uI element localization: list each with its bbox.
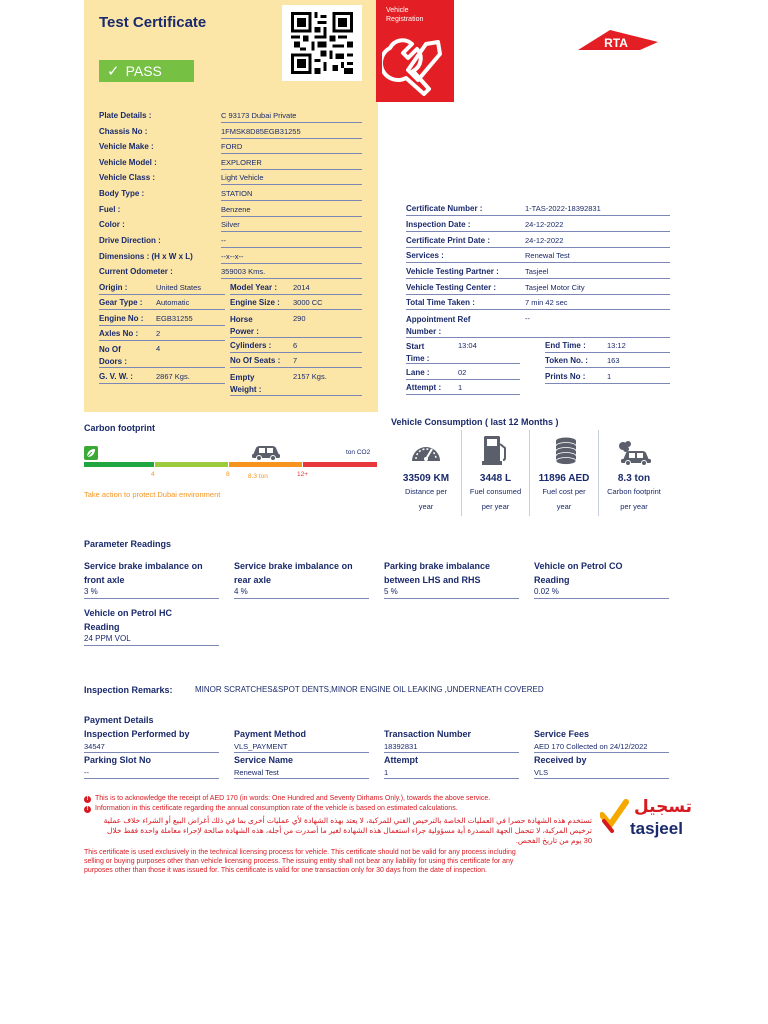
plate-value: C 93173 Dubai Private bbox=[221, 111, 297, 120]
divider bbox=[221, 184, 362, 185]
end-time-value: 13:12 bbox=[607, 341, 626, 350]
appointment-ref-label bbox=[406, 314, 470, 338]
service-fees-label: Service Fees bbox=[534, 729, 590, 739]
dims-value: --x--x-- bbox=[221, 252, 244, 261]
cylinders-label: Cylinders : bbox=[230, 341, 272, 350]
param-label-1: Vehicle on Petrol CO bbox=[534, 561, 623, 571]
english-line-1: This certificate is used exclusively in the technical licensing process for vehicle. This certificate should not be valid for any process including bbox=[84, 849, 516, 856]
payment-details-title: Payment Details bbox=[84, 715, 154, 725]
divider bbox=[384, 752, 519, 753]
inspection-performed-value: 34547 bbox=[84, 742, 105, 751]
gvw-value: 2867 Kgs. bbox=[156, 372, 190, 381]
consumption-label-1: Fuel cost per bbox=[542, 487, 586, 496]
divider bbox=[84, 645, 219, 646]
fuel-value: Benzene bbox=[221, 205, 251, 214]
divider bbox=[221, 231, 362, 232]
consumption-label-1: Fuel consumed bbox=[469, 487, 522, 496]
doors-label-1: No Of bbox=[99, 345, 121, 354]
divider bbox=[221, 263, 362, 264]
certificate-number-label: Certificate Number : bbox=[406, 204, 483, 213]
divider bbox=[534, 752, 669, 753]
param-label-2: Reading bbox=[534, 575, 570, 585]
divider bbox=[406, 379, 520, 380]
odometer-label: Current Odometer : bbox=[99, 267, 173, 276]
divider bbox=[234, 598, 369, 599]
class-value: Light Vehicle bbox=[221, 173, 264, 182]
consumption-label-1: Carbon footprint bbox=[607, 487, 661, 496]
divider bbox=[534, 598, 669, 599]
divider bbox=[221, 169, 362, 170]
transaction-number-value: 18392831 bbox=[384, 742, 418, 751]
carbon-note: Take action to protect Dubai environment bbox=[84, 490, 221, 499]
color-value: Silver bbox=[221, 220, 240, 229]
divider bbox=[234, 778, 369, 779]
info-icon: ! bbox=[84, 796, 91, 803]
page-title: Test Certificate bbox=[99, 14, 207, 31]
testing-partner-label: Vehicle Testing Partner : bbox=[406, 267, 499, 276]
make-label: Vehicle Make : bbox=[99, 142, 154, 151]
service-name-label: Service Name bbox=[234, 755, 294, 765]
plate-label: Plate Details : bbox=[99, 111, 152, 120]
carbon-bar-veryhigh bbox=[303, 462, 377, 467]
received-by-value: VLS bbox=[534, 768, 549, 777]
prints-label: Prints No : bbox=[545, 372, 586, 381]
param-co-reading bbox=[534, 559, 623, 587]
fuel-label: Fuel : bbox=[99, 205, 121, 214]
model-year-value: 2014 bbox=[293, 283, 310, 292]
color-label: Color : bbox=[99, 220, 125, 229]
services-value: Renewal Test bbox=[525, 251, 570, 260]
origin-label: Origin : bbox=[99, 283, 128, 292]
vehicle-registration-badge bbox=[376, 0, 454, 102]
payment-attempt-value: 1 bbox=[384, 768, 389, 777]
carbon-bar-high bbox=[229, 462, 302, 467]
consumption-value: 11896 AED bbox=[538, 473, 590, 484]
parking-slot-label: Parking Slot No bbox=[84, 755, 152, 765]
arabic-line-3: 30 يوم من تاريخ الفحص. bbox=[515, 836, 592, 845]
consumption-label-2: year bbox=[418, 502, 434, 511]
divider bbox=[406, 363, 520, 364]
divider bbox=[99, 340, 225, 341]
inspection-date-value: 24-12-2022 bbox=[525, 220, 564, 229]
model-value: EXPLORER bbox=[221, 158, 262, 167]
divider bbox=[534, 778, 669, 779]
rta-text: RTA bbox=[604, 36, 628, 50]
divider bbox=[84, 778, 219, 779]
print-date-label: Certificate Print Date : bbox=[406, 236, 491, 245]
param-label-1: Service brake imbalance on bbox=[84, 561, 203, 571]
token-label: Token No. : bbox=[545, 356, 588, 365]
note-receipt bbox=[84, 794, 584, 803]
arabic-line-2: ترخيص المركبة، لا تتحمل الجهة المصدرة أية مسؤولية جراء استعمال هذه الشهادة لغير ما أصدرت من أجله، هذه الشهادة صالحة لإجراء معاملة واحدة فقط خلال bbox=[107, 826, 592, 835]
divider bbox=[99, 309, 225, 310]
divider bbox=[545, 367, 670, 368]
tasjeel-logo bbox=[600, 797, 693, 843]
divider bbox=[230, 367, 362, 368]
print-date-value: 24-12-2022 bbox=[525, 236, 564, 245]
lane-label: Lane : bbox=[406, 368, 430, 377]
empty-weight-label-1: Empty bbox=[230, 373, 255, 382]
engine-no-label: Engine No : bbox=[99, 314, 144, 323]
pass-badge bbox=[99, 60, 194, 82]
consumption-value: 8.3 ton bbox=[617, 473, 651, 484]
tasjeel-latin: tasjeel bbox=[630, 819, 683, 838]
arabic-line-1: تستخدم هذه الشهادة حصرا في العمليات الخاصة بالترخيص الفني للمركبة، لا يعتد بهذه الشهادة لأي عمليات أخرى بما في ذلك أغراض البيع أو الشراء خلاف عملية bbox=[103, 816, 592, 825]
divider bbox=[99, 325, 225, 326]
divider bbox=[230, 309, 362, 310]
param-value: 0.02 % bbox=[534, 587, 559, 596]
cylinders-value: 6 bbox=[293, 341, 298, 350]
carbon-tick-12: 12+ bbox=[297, 471, 309, 478]
info-icon: ! bbox=[84, 806, 91, 813]
english-line-3: purposes other than those it was issued for. This certificate is valid for one transaction only for 30 days from the date of inspection. bbox=[84, 867, 487, 874]
divider bbox=[84, 752, 219, 753]
param-hc-reading bbox=[84, 606, 172, 634]
appointment-ref-label-1: Appointment Ref bbox=[406, 315, 471, 324]
horse-power-label bbox=[230, 314, 259, 338]
horse-power-label-2: Power : bbox=[230, 327, 259, 336]
make-value: FORD bbox=[221, 142, 243, 151]
appointment-ref-label-2: Number : bbox=[406, 327, 442, 336]
services-label: Services : bbox=[406, 251, 444, 260]
start-time-label-1: Start bbox=[406, 342, 425, 351]
vreg-line1: Vehicle bbox=[386, 7, 409, 14]
certificate-number-value: 1-TAS-2022-18392831 bbox=[525, 204, 601, 213]
consumption-label-2: per year bbox=[481, 502, 510, 511]
param-label-1: Vehicle on Petrol HC bbox=[84, 608, 173, 618]
english-line-2: selling or buying purposes other than vehicle licensing process. The issuing entity shall not bear any liability for using this certificate for any bbox=[84, 858, 514, 865]
divider bbox=[406, 231, 670, 232]
empty-weight-label bbox=[230, 372, 261, 396]
param-rear-axle bbox=[234, 559, 353, 587]
car-emission-icon bbox=[615, 440, 655, 473]
divider bbox=[221, 278, 362, 279]
gear-label: Gear Type : bbox=[99, 298, 143, 307]
consumption-label-2: per year bbox=[620, 502, 648, 511]
note-receipt-text: This is to acknowledge the receipt of AED 170 (in words: One Hundred and Seventy Dirhams Only.), towards the above service. bbox=[95, 795, 491, 802]
check-icon: ✓ bbox=[107, 63, 120, 80]
divider bbox=[234, 752, 369, 753]
divider bbox=[99, 383, 225, 384]
consumption-title: Vehicle Consumption ( last 12 Months ) bbox=[391, 417, 559, 427]
end-time-label: End Time : bbox=[545, 341, 586, 350]
drive-label: Drive Direction : bbox=[99, 236, 161, 245]
param-value: 24 PPM VOL bbox=[84, 634, 131, 643]
note-consumption bbox=[84, 804, 584, 813]
engine-size-label: Engine Size : bbox=[230, 298, 280, 307]
divider bbox=[384, 778, 519, 779]
inspection-remarks-label: Inspection Remarks: bbox=[84, 685, 173, 695]
horse-power-value: 290 bbox=[293, 314, 306, 323]
consumption-value: 33509 KM bbox=[402, 473, 450, 484]
divider bbox=[406, 262, 670, 263]
carbon-unit: ton CO2 bbox=[346, 449, 371, 456]
dims-label: Dimensions : (H x W x L) bbox=[99, 252, 193, 261]
param-label-2: between LHS and RHS bbox=[384, 575, 481, 585]
divider bbox=[230, 294, 362, 295]
class-label: Vehicle Class : bbox=[99, 173, 156, 182]
divider bbox=[406, 309, 670, 310]
divider bbox=[221, 138, 362, 139]
gvw-label: G. V. W. : bbox=[99, 372, 133, 381]
testing-center-value: Tasjeel Motor City bbox=[525, 283, 585, 292]
divider bbox=[99, 367, 225, 368]
param-label-2: Reading bbox=[84, 622, 120, 632]
param-value: 5 % bbox=[384, 587, 398, 596]
odometer-value: 359003 Kms. bbox=[221, 267, 266, 276]
param-value: 4 % bbox=[234, 587, 248, 596]
consumption-cost bbox=[530, 473, 598, 514]
payment-method-value: VLS_PAYMENT bbox=[234, 742, 288, 751]
divider bbox=[99, 294, 225, 295]
inspection-remarks-text: MINOR SCRATCHES&SPOT DENTS,MINOR ENGINE OIL LEAKING ,UNDERNEATH COVERED bbox=[195, 685, 544, 694]
carbon-bar-low bbox=[84, 462, 154, 467]
payment-attempt-label: Attempt bbox=[384, 755, 418, 765]
horse-power-label-1: Horse bbox=[230, 315, 253, 324]
divider bbox=[230, 395, 362, 396]
attempt-label: Attempt : bbox=[406, 383, 442, 392]
rta-logo bbox=[570, 28, 662, 59]
payment-method-label: Payment Method bbox=[234, 729, 307, 739]
inspection-performed-label: Inspection Performed by bbox=[84, 729, 190, 739]
vreg-line2: Registration bbox=[386, 16, 424, 23]
coins-icon bbox=[548, 436, 582, 471]
body-label: Body Type : bbox=[99, 189, 145, 198]
carbon-marker-label: 8.3 ton bbox=[248, 473, 268, 480]
consumption-carbon bbox=[599, 473, 669, 514]
gear-value: Automatic bbox=[156, 298, 190, 307]
divider bbox=[406, 215, 670, 216]
inspection-date-label: Inspection Date : bbox=[406, 220, 471, 229]
param-label-1: Service brake imbalance on bbox=[234, 561, 353, 571]
chassis-value: 1FMSK8D85EGB31255 bbox=[221, 127, 301, 136]
drive-value: -- bbox=[221, 236, 226, 245]
divider bbox=[545, 352, 670, 353]
service-fees-value: AED 170 Collected on 24/12/2022 bbox=[534, 742, 648, 751]
total-time-label: Total Time Taken : bbox=[406, 298, 475, 307]
consumption-label-1: Distance per bbox=[404, 487, 448, 496]
param-label-1: Parking brake imbalance bbox=[384, 561, 491, 571]
divider bbox=[406, 394, 520, 395]
param-front-axle bbox=[84, 559, 203, 587]
lane-value: 02 bbox=[458, 368, 467, 377]
divider bbox=[230, 352, 362, 353]
seats-label: No Of Seats : bbox=[230, 356, 281, 365]
engine-size-value: 3000 CC bbox=[293, 298, 323, 307]
divider bbox=[84, 598, 219, 599]
divider bbox=[230, 337, 362, 338]
parameter-readings-title: Parameter Readings bbox=[84, 539, 172, 549]
axles-value: 2 bbox=[156, 329, 161, 338]
model-year-label: Model Year : bbox=[230, 283, 277, 292]
start-time-label bbox=[406, 341, 429, 365]
consumption-distance bbox=[394, 473, 458, 514]
carbon-tick-4: 4 bbox=[151, 471, 155, 478]
carbon-bar-mid bbox=[155, 462, 228, 467]
divider bbox=[406, 278, 670, 279]
carbon-tick-8: 8 bbox=[226, 471, 230, 478]
divider bbox=[406, 337, 670, 338]
chassis-label: Chassis No : bbox=[99, 127, 148, 136]
divider bbox=[221, 200, 362, 201]
fuel-pump-icon bbox=[481, 434, 509, 471]
param-label-2: rear axle bbox=[234, 575, 272, 585]
divider bbox=[221, 216, 362, 217]
doors-value: 4 bbox=[156, 344, 161, 353]
english-disclaimer bbox=[84, 848, 596, 875]
start-time-label-2: Time : bbox=[406, 354, 430, 363]
divider bbox=[221, 153, 362, 154]
param-label-2: front axle bbox=[84, 575, 125, 585]
prints-value: 1 bbox=[607, 372, 612, 381]
divider bbox=[221, 122, 362, 123]
service-name-value: Renewal Test bbox=[234, 768, 279, 777]
note-consumption-text: Information in this certificate regarding the annual consumption rate of the vehicle is based on estimated calculations. bbox=[95, 805, 458, 812]
speedometer-icon bbox=[410, 437, 442, 470]
consumption-label-2: year bbox=[556, 502, 572, 511]
param-parking-brake bbox=[384, 559, 490, 587]
qr-code bbox=[282, 5, 362, 81]
consumption-value: 3448 L bbox=[479, 473, 512, 484]
consumption-fuel bbox=[462, 473, 529, 514]
body-value: STATION bbox=[221, 189, 253, 198]
tasjeel-check-icon bbox=[600, 799, 630, 833]
pass-label: PASS bbox=[125, 63, 162, 79]
divider bbox=[406, 294, 670, 295]
engine-no-value: EGB31255 bbox=[156, 314, 193, 323]
testing-center-label: Vehicle Testing Center : bbox=[406, 283, 497, 292]
divider bbox=[406, 247, 670, 248]
divider bbox=[384, 598, 519, 599]
received-by-label: Received by bbox=[534, 755, 587, 765]
transaction-number-label: Transaction Number bbox=[384, 729, 472, 739]
param-value: 3 % bbox=[84, 587, 98, 596]
empty-weight-label-2: Weight : bbox=[230, 385, 262, 394]
testing-partner-value: Tasjeel bbox=[525, 267, 549, 276]
empty-weight-value: 2157 Kgs. bbox=[293, 372, 327, 381]
attempt-value: 1 bbox=[458, 383, 463, 392]
start-time-value: 13:04 bbox=[458, 341, 477, 350]
arabic-disclaimer bbox=[84, 816, 592, 846]
inspection-tools-icon bbox=[382, 38, 446, 96]
tasjeel-arabic: تسجيل bbox=[634, 797, 693, 816]
appointment-ref-value: -- bbox=[525, 314, 530, 323]
divider bbox=[221, 247, 362, 248]
doors-label bbox=[99, 344, 127, 368]
parking-slot-value: -- bbox=[84, 768, 89, 777]
model-label: Vehicle Model : bbox=[99, 158, 157, 167]
doors-label-2: Doors : bbox=[99, 357, 127, 366]
total-time-value: 7 min 42 sec bbox=[525, 298, 568, 307]
origin-value: United States bbox=[156, 283, 202, 292]
carbon-footprint-title: Carbon footprint bbox=[84, 423, 155, 433]
token-value: 163 bbox=[607, 356, 620, 365]
axles-label: Axles No : bbox=[99, 329, 139, 338]
divider bbox=[545, 383, 670, 384]
seats-value: 7 bbox=[293, 356, 298, 365]
